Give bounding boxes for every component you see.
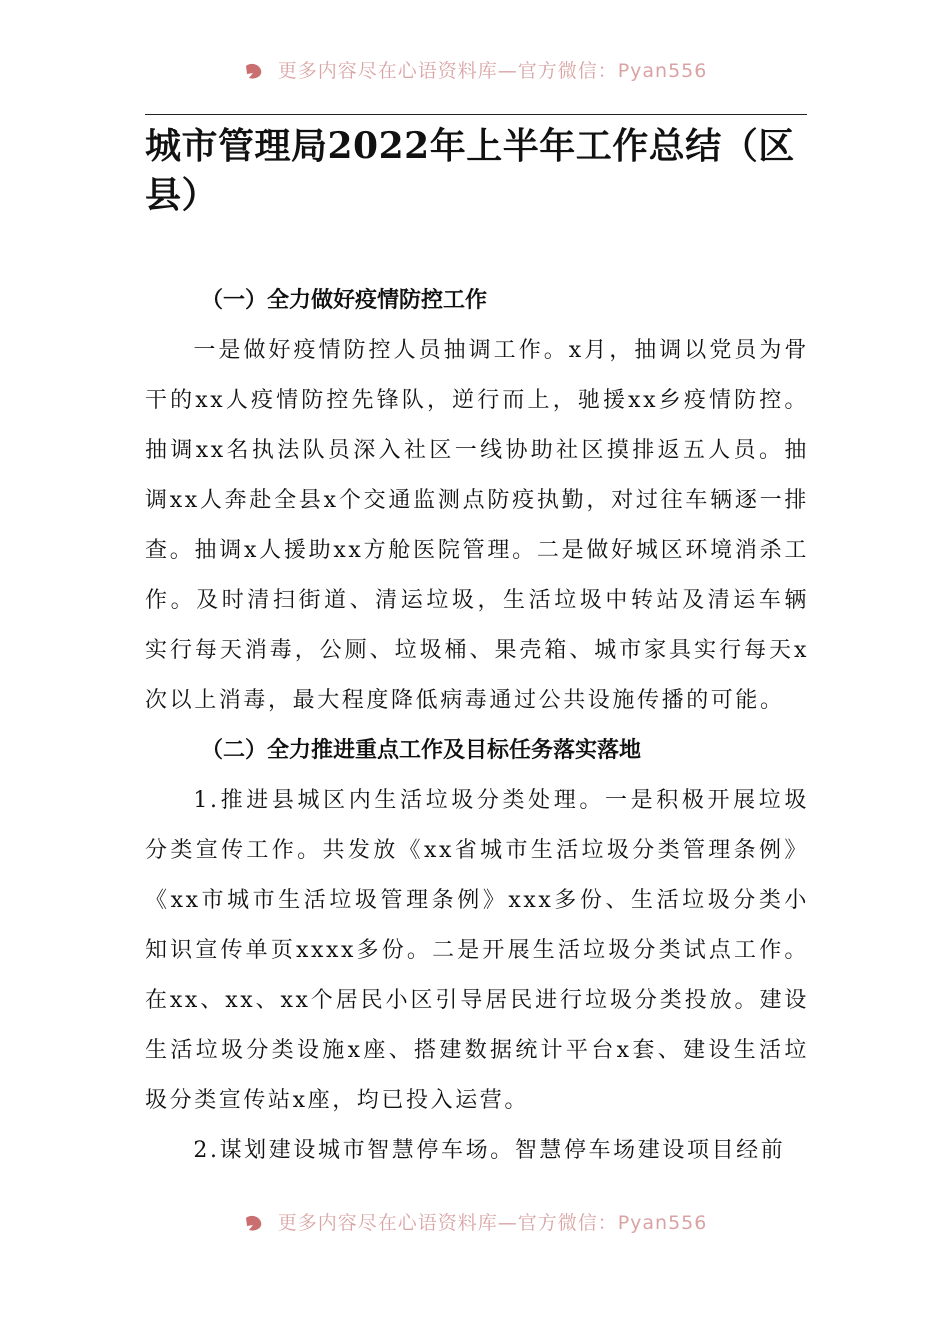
watermark-top [0,58,950,84]
section-2-paragraph-1: 1.推进县城区内生活垃圾分类处理。一是积极开展垃圾分类宣传工作。共发放《xx省城市生活垃圾分类管理条例》《xx市城市生活垃圾管理条例》xxx多份、生活垃圾分类小知识宣传单页xxxx多份。二是开展生活垃圾分类试点工作。在xx、xx、xx个居民小区引导居民进行垃圾分类投放。建设生活垃圾分类设施x座、搭建数据统计平台x套、建设生活垃圾分类宣传站x座，均已投入运营。 [145,788,809,1113]
section-1-paragraph-1: 一是做好疫情防控人员抽调工作。x月，抽调以党员为骨干的xx人疫情防控先锋队，逆行而上，驰援xx乡疫情防控。抽调xx名执法队员深入社区一线协助社区摸排返五人员。抽调xx人奔赴全县x个交通监测点防疫执勤，对过往车辆逐一排查。抽调x人援助xx方舱医院管理。二是做好城区环境消杀工作。及时清扫街道、清运垃圾，生活垃圾中转站及清运车辆实行每天消毒，公厕、垃圾桶、果壳箱、城市家具实行每天x次以上消毒，最大程度降低病毒通过公共设施传播的可能。 [145,338,809,713]
watermark-logo-icon [243,1214,265,1234]
watermark-text: 更多内容尽在心语资料库—官方微信：Pyan556 [277,1212,708,1234]
section-2-paragraph-2: 2.谋划建设城市智慧停车场。智慧停车场建设项目经前 [193,1138,786,1163]
watermark-text: 更多内容尽在心语资料库—官方微信：Pyan556 [277,60,708,82]
document-body [145,276,809,1176]
watermark-logo-icon [243,62,265,82]
section-heading-1: （一）全力做好疫情防控工作 [201,288,488,313]
watermark-bottom [0,1210,950,1236]
page-title: 城市管理局2022年上半年工作总结（区县） [145,125,795,216]
section-heading-2: （二）全力推进重点工作及目标任务落实落地 [201,738,642,763]
header-rule [145,114,807,115]
